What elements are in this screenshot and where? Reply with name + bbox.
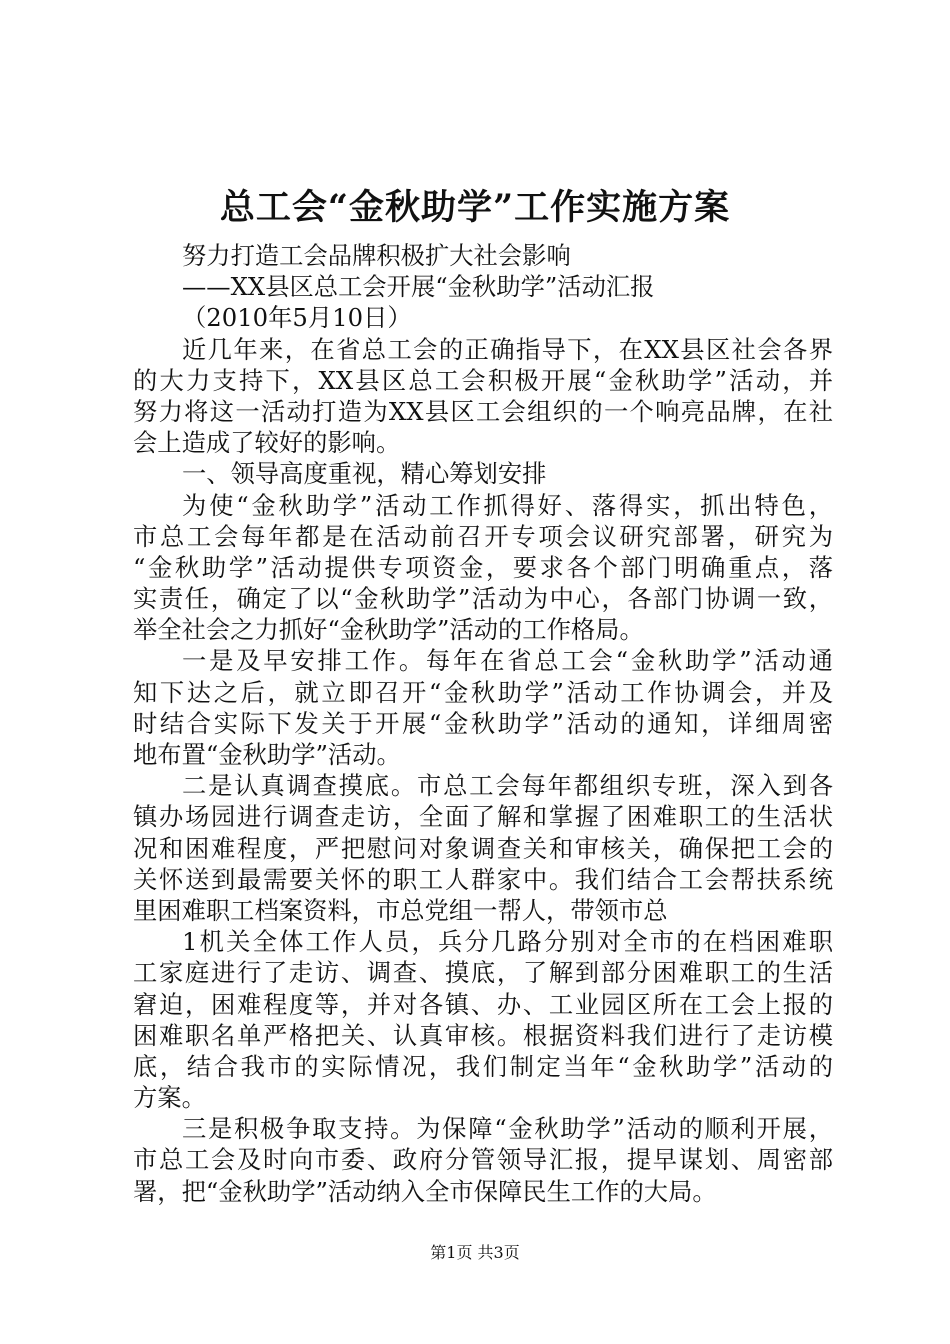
text-line: 窘迫，困难程度等，并对各镇、办、工业园区所在工会上报的: [133, 989, 833, 1019]
document-title: 总工会“金秋助学”工作实施方案: [219, 187, 731, 228]
text-line: （2010年5月10日）: [182, 303, 412, 333]
text-line: 市总工会每年都是在活动前召开专项会议研究部署，研究为: [133, 521, 833, 551]
text-line: 方案。: [133, 1083, 206, 1113]
document-body: [133, 240, 833, 1207]
text-line: 一、领导高度重视，精心筹划安排: [182, 459, 547, 489]
text-line: 关怀送到最需要关怀的职工人群家中。我们结合工会帮扶系统: [133, 864, 833, 894]
text-line: 努力将这一活动打造为XX县区工会组织的一个响亮品牌，在社: [133, 396, 833, 426]
text-line: 举全社会之力抓好“金秋助学”活动的工作格局。: [133, 615, 644, 645]
text-line: 署，把“金秋助学”活动纳入全市保障民生工作的大局。: [133, 1176, 717, 1206]
text-line: 底，结合我市的实际情况，我们制定当年“金秋助学”活动的: [133, 1051, 833, 1081]
text-line: “金秋助学”活动提供专项资金，要求各个部门明确重点，落: [133, 552, 833, 582]
text-line: 努力打造工会品牌积极扩大社会影响: [182, 241, 571, 270]
text-line: 况和困难程度，严把慰问对象调查关和审核关，确保把工会的: [133, 833, 833, 863]
text-line: 为使“金秋助学”活动工作抓得好、落得实，抓出特色，: [182, 490, 833, 520]
text-line: 的大力支持下，XX县区总工会积极开展“金秋助学”活动，并: [133, 365, 833, 395]
text-line: 知下达之后，就立即召开“金秋助学”活动工作协调会，并及: [133, 677, 833, 707]
text-line: 里困难职工档案资料，市总党组一帮人，带领市总: [133, 895, 668, 925]
text-line: 二是认真调查摸底。市总工会每年都组织专班，深入到各: [182, 771, 833, 801]
text-line: 一是及早安排工作。每年在省总工会“金秋助学”活动通: [182, 646, 833, 676]
page-footer: 第1页 共3页: [430, 1243, 520, 1262]
text-line: 会上造成了较好的影响。: [133, 428, 401, 458]
text-line: 工家庭进行了走访、调查、摸底，了解到部分困难职工的生活: [133, 958, 833, 988]
text-line: 镇办场园进行调查走访，全面了解和掌握了困难职工的生活状: [133, 802, 833, 832]
text-line: 时结合实际下发关于开展“金秋助学”活动的通知，详细周密: [133, 708, 833, 738]
text-line: 困难职名单严格把关、认真审核。根据资料我们进行了走访模: [133, 1020, 833, 1050]
text-line: 地布置“金秋助学”活动。: [133, 740, 401, 769]
text-line: 1机关全体工作人员，兵分几路分别对全市的在档困难职: [182, 927, 833, 957]
text-line: 实责任，确定了以“金秋助学”活动为中心，各部门协调一致，: [133, 584, 833, 614]
text-line: 市总工会及时向市委、政府分管领导汇报，提早谋划、周密部: [133, 1145, 833, 1175]
text-line: 三是积极争取支持。为保障“金秋助学”活动的顺利开展，: [182, 1114, 833, 1144]
text-line: 近几年来，在省总工会的正确指导下，在XX县区社会各界: [182, 334, 833, 364]
text-line: ——XX县区总工会开展“金秋助学”活动汇报: [182, 272, 655, 302]
